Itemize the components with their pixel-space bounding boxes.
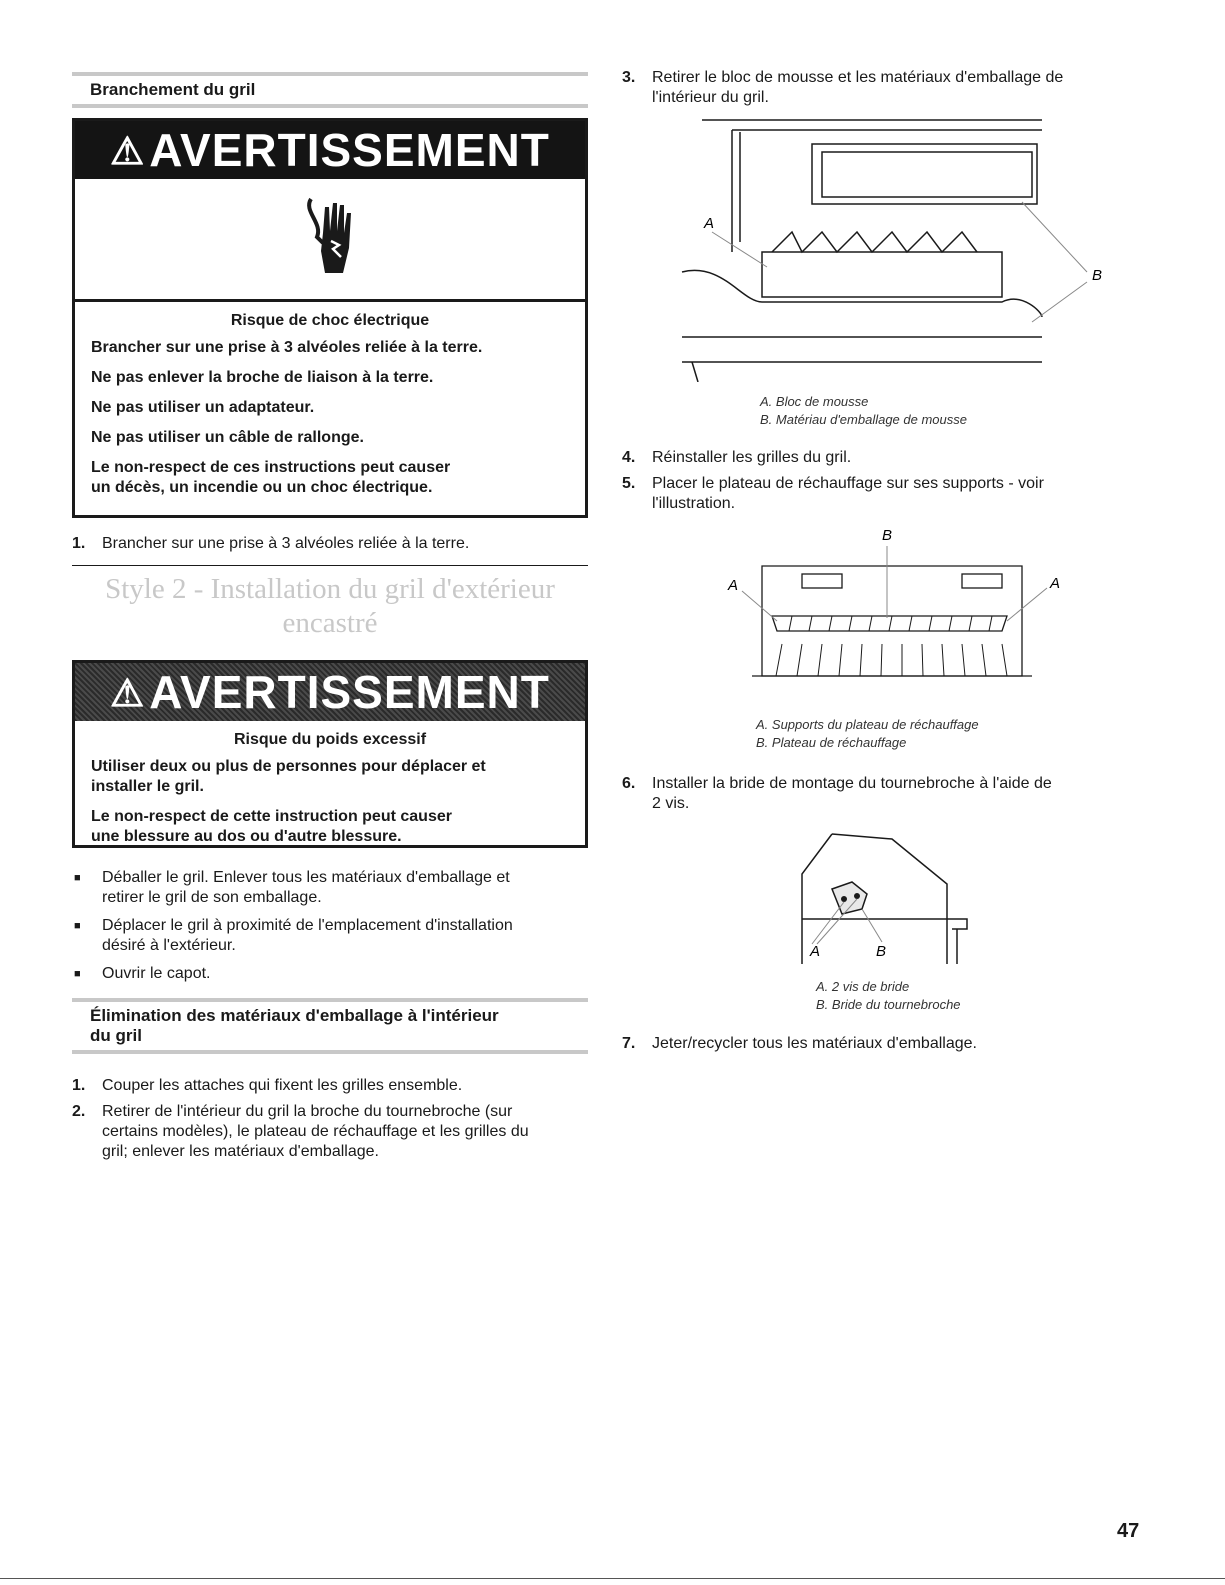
warning-triangle-icon: ⚠	[110, 131, 146, 173]
step-number: 1.	[72, 535, 86, 552]
fig3-label-b: B	[876, 943, 887, 960]
warning-line: Ne pas utiliser un adaptateur.	[91, 399, 315, 416]
fig1-label-a: A	[704, 215, 715, 232]
section-heading-branchement: Branchement du gril	[72, 72, 588, 108]
figure-foam-block	[662, 112, 1112, 382]
warning-line: installer le gril.	[91, 778, 204, 795]
warning-subtitle: Risque de choc électrique	[230, 312, 430, 329]
style2-title: Style 2 - Installation du gril d'extérieur encastré	[105, 573, 555, 639]
warning-icon-area	[75, 179, 585, 302]
step-text: Brancher sur une prise à 3 alvéoles reliée à la terre.	[102, 535, 470, 552]
section-heading-elimination: Élimination des matériaux d'emballage à l'intérieur du gril	[72, 998, 588, 1054]
warning-line: Le non-respect de cette instruction peut causer	[91, 808, 452, 825]
warning-box-electric	[72, 118, 588, 518]
warning-subtitle: Risque du poids excessif	[233, 731, 427, 748]
warning-line: un décès, un incendie ou un choc électrique.	[91, 479, 433, 496]
electric-shock-hand-icon	[303, 193, 363, 283]
warning-triangle-icon: ⚠	[110, 673, 146, 715]
warning-line: Ne pas utiliser un câble de rallonge.	[91, 429, 364, 446]
figure-caption: A. 2 vis de bride B. Bride du tournebroche	[816, 979, 961, 1012]
bullet-square-icon: ■	[74, 872, 81, 884]
page-bottom-rule	[0, 1578, 1225, 1579]
warning-line: Le non-respect de ces instructions peut causer	[91, 459, 451, 476]
figure-caption: A. Supports du plateau de réchauffage B. Plateau de réchauffage	[756, 717, 979, 750]
warning-line: Utiliser deux ou plus de personnes pour déplacer et	[91, 758, 486, 775]
warning-line: Brancher sur une prise à 3 alvéoles reliée à la terre.	[91, 339, 483, 356]
warning-box-weight	[72, 660, 588, 848]
fig3-label-a: A	[810, 943, 821, 960]
page-number: 47	[1117, 1520, 1140, 1542]
figure-rotisserie-bracket	[792, 824, 992, 964]
warning-line: Ne pas enlever la broche de liaison à la terre.	[91, 369, 434, 386]
fig2-label-a-right: A	[1050, 575, 1061, 592]
figure-caption: A. Bloc de mousse B. Matériau d'emballage de mousse	[760, 394, 967, 427]
fig1-label-b: B	[1092, 267, 1103, 284]
warning-line: une blessure au dos ou d'autre blessure.	[91, 828, 402, 845]
fig2-label-a-left: A	[728, 577, 739, 594]
bullet-square-icon: ■	[74, 968, 81, 980]
warning-title: ⚠AVERTISSEMENT	[75, 121, 585, 179]
warning-title: ⚠AVERTISSEMENT	[75, 663, 585, 721]
section-divider	[72, 565, 588, 566]
bullet-square-icon: ■	[74, 920, 81, 932]
fig2-label-b: B	[882, 527, 893, 544]
figure-warming-rack	[692, 526, 1092, 706]
